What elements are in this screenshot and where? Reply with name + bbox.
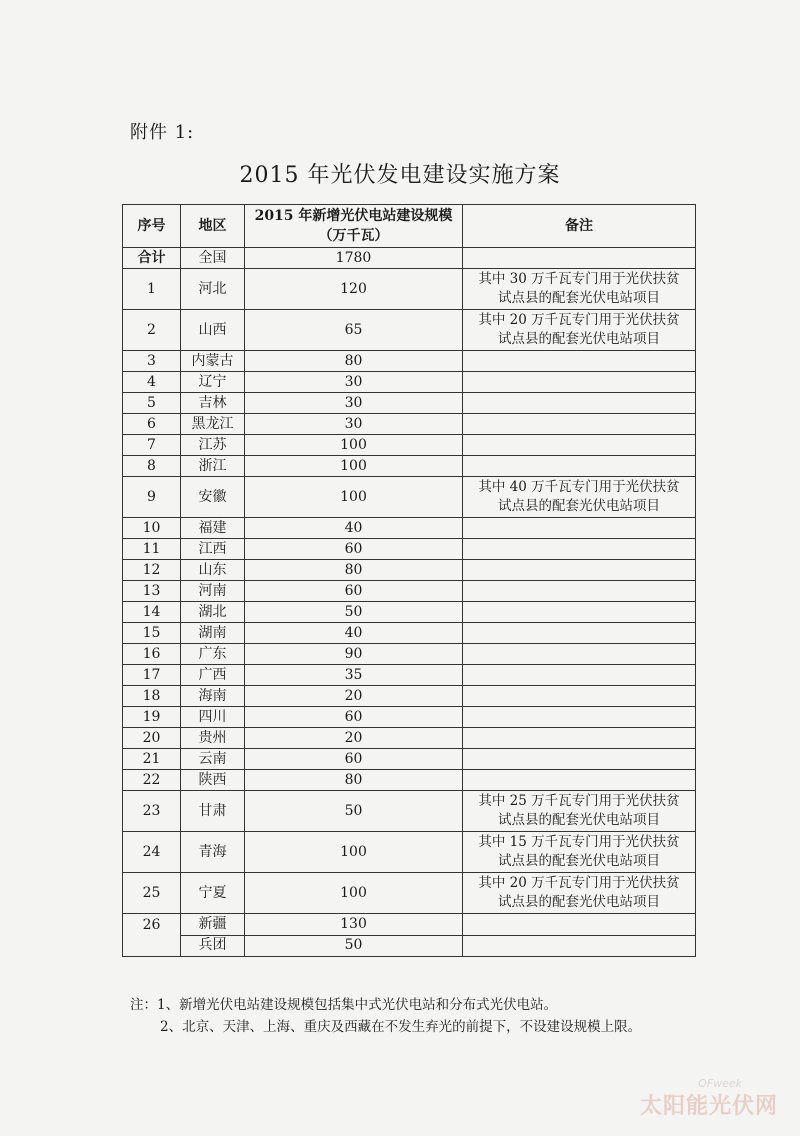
table-row bbox=[123, 728, 696, 749]
table-header-row bbox=[123, 205, 696, 248]
table-row bbox=[123, 269, 696, 310]
cell-region: 浙江 bbox=[181, 456, 245, 477]
table-row bbox=[123, 644, 696, 665]
cell-scale: 20 bbox=[245, 686, 463, 707]
cell-note-line: 试点县的配套光伏电站项目 bbox=[498, 331, 660, 347]
cell-region: 福建 bbox=[181, 518, 245, 539]
cell-note bbox=[463, 791, 696, 832]
cell-region: 黑龙江 bbox=[181, 414, 245, 435]
cell-seq: 12 bbox=[123, 560, 181, 581]
cell-seq: 5 bbox=[123, 393, 181, 414]
cell-seq: 6 bbox=[123, 414, 181, 435]
cell-region: 四川 bbox=[181, 707, 245, 728]
cell-note-line: 其中 25 万千瓦专门用于光伏扶贫 bbox=[478, 793, 680, 809]
cell-note bbox=[463, 914, 696, 936]
total-seq: 合计 bbox=[123, 248, 181, 269]
cell-note bbox=[463, 518, 696, 539]
cell-note bbox=[463, 686, 696, 707]
cell-note-line: 其中 15 万千瓦专门用于光伏扶贫 bbox=[478, 834, 680, 850]
total-region: 全国 bbox=[181, 248, 245, 269]
table-row bbox=[123, 372, 696, 393]
cell-seq: 20 bbox=[123, 728, 181, 749]
cell-scale: 50 bbox=[245, 791, 463, 832]
cell-note bbox=[463, 372, 696, 393]
cell-region: 江苏 bbox=[181, 435, 245, 456]
table-row bbox=[123, 477, 696, 518]
cell-region: 河南 bbox=[181, 581, 245, 602]
cell-scale: 80 bbox=[245, 351, 463, 372]
cell-seq: 19 bbox=[123, 707, 181, 728]
cell-note-line: 试点县的配套光伏电站项目 bbox=[498, 498, 660, 514]
cell-region: 山东 bbox=[181, 560, 245, 581]
cell-region: 内蒙古 bbox=[181, 351, 245, 372]
cell-seq: 9 bbox=[123, 477, 181, 518]
cell-seq: 25 bbox=[123, 873, 181, 914]
table-row bbox=[123, 832, 696, 873]
cell-region: 江西 bbox=[181, 539, 245, 560]
attachment-label: 附件 1: bbox=[130, 122, 195, 143]
cell-scale: 40 bbox=[245, 518, 463, 539]
cell-region: 甘肃 bbox=[181, 791, 245, 832]
cell-scale: 100 bbox=[245, 477, 463, 518]
cell-region: 广东 bbox=[181, 644, 245, 665]
cell-note bbox=[463, 310, 696, 351]
col-header-region: 地区 bbox=[181, 205, 245, 248]
cell-note bbox=[463, 435, 696, 456]
cell-scale: 130 bbox=[245, 914, 463, 936]
cell-note-line: 其中 20 万千瓦专门用于光伏扶贫 bbox=[478, 875, 680, 891]
table-row bbox=[123, 873, 696, 914]
cell-scale: 30 bbox=[245, 372, 463, 393]
cell-seq: 3 bbox=[123, 351, 181, 372]
footnote-2: 2、北京、天津、上海、重庆及西藏在不发生弃光的前提下，不设建设规模上限。 bbox=[160, 1019, 642, 1035]
total-scale: 1780 bbox=[245, 248, 463, 269]
cell-note bbox=[463, 393, 696, 414]
table-row bbox=[123, 665, 696, 686]
cell-region: 宁夏 bbox=[181, 873, 245, 914]
cell-seq: 4 bbox=[123, 372, 181, 393]
cell-seq: 24 bbox=[123, 832, 181, 873]
cell-seq: 22 bbox=[123, 770, 181, 791]
cell-region: 辽宁 bbox=[181, 372, 245, 393]
cell-seq: 8 bbox=[123, 456, 181, 477]
total-row bbox=[123, 248, 696, 269]
cell-scale: 50 bbox=[245, 602, 463, 623]
cell-region: 湖南 bbox=[181, 623, 245, 644]
cell-seq: 14 bbox=[123, 602, 181, 623]
cell-note bbox=[463, 269, 696, 310]
table-row bbox=[123, 560, 696, 581]
cell-note bbox=[463, 665, 696, 686]
table-row bbox=[123, 581, 696, 602]
cell-scale: 100 bbox=[245, 435, 463, 456]
col-header-scale: 2015 年新增光伏电站建设规模（万千瓦） bbox=[245, 205, 463, 248]
cell-note bbox=[463, 707, 696, 728]
table-row bbox=[123, 351, 696, 372]
cell-region: 青海 bbox=[181, 832, 245, 873]
cell-note bbox=[463, 414, 696, 435]
cell-note-line: 其中 40 万千瓦专门用于光伏扶贫 bbox=[478, 479, 680, 495]
cell-region: 海南 bbox=[181, 686, 245, 707]
cell-region: 湖北 bbox=[181, 602, 245, 623]
table-row bbox=[123, 602, 696, 623]
col-header-seq: 序号 bbox=[123, 205, 181, 248]
table-row bbox=[123, 414, 696, 435]
cell-scale: 20 bbox=[245, 728, 463, 749]
col-header-note: 备注 bbox=[463, 205, 696, 248]
table-row bbox=[123, 707, 696, 728]
cell-region: 新疆 bbox=[181, 914, 245, 936]
cell-region: 吉林 bbox=[181, 393, 245, 414]
table-row bbox=[123, 456, 696, 477]
cell-note bbox=[463, 873, 696, 914]
footnote-1: 注：1、新增光伏电站建设规模包括集中式光伏电站和分布式光伏电站。 bbox=[130, 997, 558, 1013]
cell-note bbox=[463, 623, 696, 644]
cell-scale: 60 bbox=[245, 707, 463, 728]
cell-note bbox=[463, 832, 696, 873]
cell-seq: 17 bbox=[123, 665, 181, 686]
cell-scale: 40 bbox=[245, 623, 463, 644]
cell-seq: 18 bbox=[123, 686, 181, 707]
table-row bbox=[123, 310, 696, 351]
cell-scale: 65 bbox=[245, 310, 463, 351]
cell-scale: 100 bbox=[245, 832, 463, 873]
plan-table bbox=[122, 204, 696, 957]
cell-note bbox=[463, 770, 696, 791]
cell-scale: 60 bbox=[245, 581, 463, 602]
cell-region: 兵团 bbox=[181, 935, 245, 957]
cell-scale: 60 bbox=[245, 539, 463, 560]
table-row bbox=[123, 770, 696, 791]
cell-note bbox=[463, 539, 696, 560]
cell-note-line: 试点县的配套光伏电站项目 bbox=[498, 853, 660, 869]
cell-scale: 60 bbox=[245, 749, 463, 770]
cell-note-line: 试点县的配套光伏电站项目 bbox=[498, 894, 660, 910]
cell-region: 河北 bbox=[181, 269, 245, 310]
cell-region: 云南 bbox=[181, 749, 245, 770]
table-row bbox=[123, 393, 696, 414]
cell-region: 贵州 bbox=[181, 728, 245, 749]
cell-seq: 23 bbox=[123, 791, 181, 832]
cell-note bbox=[463, 581, 696, 602]
cell-note bbox=[463, 456, 696, 477]
cell-note bbox=[463, 477, 696, 518]
cell-note bbox=[463, 351, 696, 372]
table-row bbox=[123, 749, 696, 770]
cell-region: 山西 bbox=[181, 310, 245, 351]
table-row bbox=[123, 539, 696, 560]
cell-seq: 10 bbox=[123, 518, 181, 539]
cell-note-line: 其中 30 万千瓦专门用于光伏扶贫 bbox=[478, 271, 680, 287]
cell-seq: 7 bbox=[123, 435, 181, 456]
table-row bbox=[123, 518, 696, 539]
cell-scale: 80 bbox=[245, 560, 463, 581]
cell-scale: 30 bbox=[245, 414, 463, 435]
cell-note-line: 试点县的配套光伏电站项目 bbox=[498, 290, 660, 306]
cell-seq: 26 bbox=[123, 914, 181, 957]
cell-note-line: 试点县的配套光伏电站项目 bbox=[498, 812, 660, 828]
cell-region: 陕西 bbox=[181, 770, 245, 791]
table-row bbox=[123, 623, 696, 644]
cell-scale: 50 bbox=[245, 935, 463, 957]
cell-scale: 80 bbox=[245, 770, 463, 791]
table-row bbox=[123, 914, 696, 936]
cell-seq: 21 bbox=[123, 749, 181, 770]
cell-scale: 90 bbox=[245, 644, 463, 665]
document-title: 2015 年光伏发电建设实施方案 bbox=[239, 163, 561, 188]
cell-scale: 35 bbox=[245, 665, 463, 686]
table-row bbox=[123, 935, 696, 957]
cell-note-line: 其中 20 万千瓦专门用于光伏扶贫 bbox=[478, 312, 680, 328]
cell-scale: 120 bbox=[245, 269, 463, 310]
cell-note bbox=[463, 935, 696, 957]
cell-region: 安徽 bbox=[181, 477, 245, 518]
cell-note bbox=[463, 728, 696, 749]
cell-scale: 30 bbox=[245, 393, 463, 414]
table-row bbox=[123, 435, 696, 456]
cell-note bbox=[463, 602, 696, 623]
cell-seq: 13 bbox=[123, 581, 181, 602]
cell-seq: 15 bbox=[123, 623, 181, 644]
cell-scale: 100 bbox=[245, 456, 463, 477]
cell-scale: 100 bbox=[245, 873, 463, 914]
table-row bbox=[123, 686, 696, 707]
cell-seq: 11 bbox=[123, 539, 181, 560]
cell-note bbox=[463, 749, 696, 770]
cell-seq: 1 bbox=[123, 269, 181, 310]
total-note bbox=[463, 248, 696, 269]
cell-seq: 16 bbox=[123, 644, 181, 665]
table-row bbox=[123, 791, 696, 832]
cell-note bbox=[463, 560, 696, 581]
cell-region: 广西 bbox=[181, 665, 245, 686]
watermark-brand-small: OFweek bbox=[698, 1077, 742, 1090]
watermark-brand: 太阳能光伏网 bbox=[639, 1094, 778, 1119]
footnotes bbox=[130, 994, 730, 1038]
cell-note bbox=[463, 644, 696, 665]
cell-seq: 2 bbox=[123, 310, 181, 351]
